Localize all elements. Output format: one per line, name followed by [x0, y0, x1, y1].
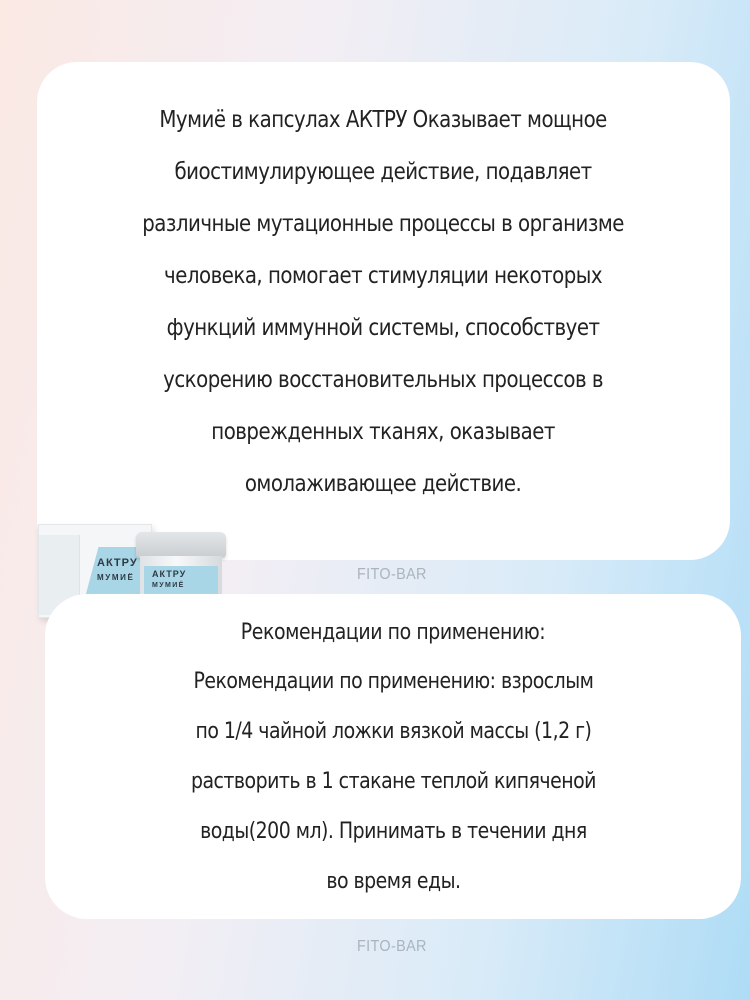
watermark-bottom: FITO-BAR — [357, 938, 427, 955]
description-card — [37, 62, 730, 560]
usage-text: Рекомендации по применению: взрослым по 1/4 чайной ложки вязкой массы (1,2 г) растворить в 1 стакане теплой кипяченой воды(200 мл). Принимать в течении дня во время еды. — [190, 668, 596, 894]
product-jar-brand: АКТРУ — [152, 569, 187, 579]
watermark-top: FITO-BAR — [357, 566, 427, 583]
description-text: Мумиё в капсулах АКТРУ Оказывает мощное биостимулирующее действие, подавляет различные мутационные процессы в организме человека, помогает стимуляции некоторых функций иммунной системы, способствует ускорению восстановительных процессов в поврежденных тканях, оказывает омолаживающее действие. — [142, 107, 625, 497]
product-jar-lid — [136, 532, 226, 558]
usage-card — [45, 594, 741, 919]
product-box-brand: АКТРУ — [97, 557, 138, 569]
product-box-name: МУМИЁ — [97, 573, 135, 582]
usage-heading: Рекомендации по применению: — [240, 619, 546, 645]
product-jar-name: МУМИЁ — [152, 582, 185, 589]
